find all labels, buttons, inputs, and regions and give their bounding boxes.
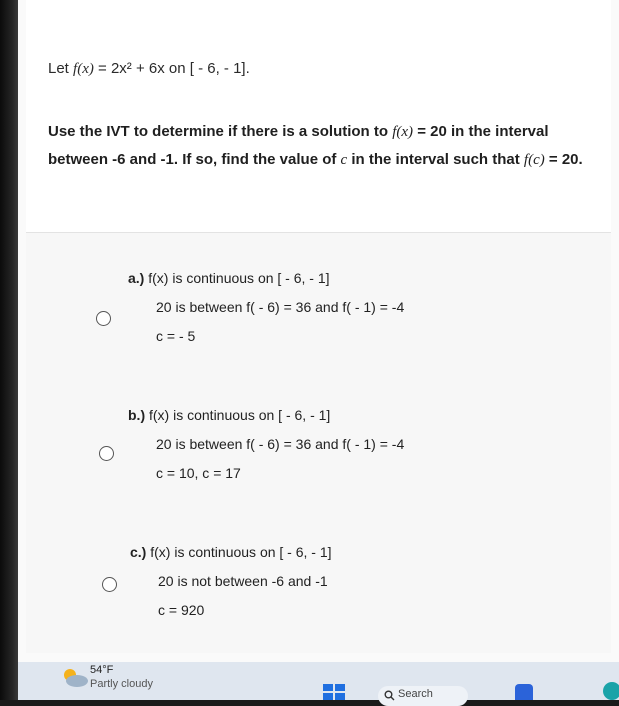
taskbar [18, 662, 619, 700]
choice-a-line3: c = - 5 [156, 328, 196, 344]
taskbar-app-icon[interactable] [515, 684, 533, 700]
partly-cloudy-icon[interactable] [60, 666, 90, 688]
choice-a-label: a.) [128, 270, 145, 286]
prompt-prefix: Let [48, 60, 74, 77]
windows-start-icon[interactable] [323, 684, 345, 700]
prompt-fx: f(x) [73, 61, 94, 77]
choice-b-line2: 20 is between f( - 6) = 36 and f( - 1) = -4 [156, 436, 405, 452]
weather-temperature[interactable]: 54°F [90, 664, 114, 676]
question-card [26, 0, 611, 232]
weather-description[interactable]: Partly cloudy [90, 678, 153, 690]
question-fx: f(x) [392, 124, 414, 140]
question-fc: f(c) [523, 152, 545, 168]
search-label: Search [398, 688, 433, 700]
question-text [48, 118, 603, 174]
choice-c-line1: f(x) is continuous on [ - 6, - 1] [150, 544, 332, 560]
function-definition [48, 60, 250, 78]
search-icon [384, 690, 395, 701]
choice-b-radio[interactable] [99, 446, 114, 461]
choice-b[interactable] [128, 401, 404, 488]
screen [18, 0, 619, 700]
question-suffix: in the interval such that [347, 151, 524, 168]
choice-a-line2: 20 is between f( - 6) = 36 and f( - 1) = -4 [156, 299, 405, 315]
taskbar-search[interactable] [378, 686, 468, 706]
choice-a-radio[interactable] [96, 311, 111, 326]
prompt-rest: = 2x² + 6x on [ - 6, - 1]. [93, 60, 250, 77]
choice-c-label: c.) [130, 544, 147, 560]
monitor-bezel [0, 0, 18, 700]
choice-b-line1: f(x) is continuous on [ - 6, - 1] [149, 407, 331, 423]
choice-c-radio[interactable] [102, 577, 117, 592]
choice-c-line2: 20 is not between -6 and -1 [158, 573, 328, 589]
answer-options [26, 233, 611, 653]
question-middle: = 20 in the interval between -6 and -1. If so, find the value of [48, 123, 549, 168]
choice-a-line1: f(x) is continuous on [ - 6, - 1] [148, 270, 330, 286]
question-prefix: Use the IVT to determine if there is a solution to [48, 123, 393, 140]
question-c: c [340, 152, 348, 168]
edge-browser-icon[interactable] [603, 682, 619, 700]
choice-c-line3: c = 920 [158, 602, 205, 618]
choice-c[interactable] [130, 538, 332, 625]
choice-b-label: b.) [128, 407, 146, 423]
question-end: = 20. [544, 151, 583, 168]
choice-a[interactable] [128, 264, 404, 351]
choice-b-line3: c = 10, c = 17 [156, 465, 241, 481]
